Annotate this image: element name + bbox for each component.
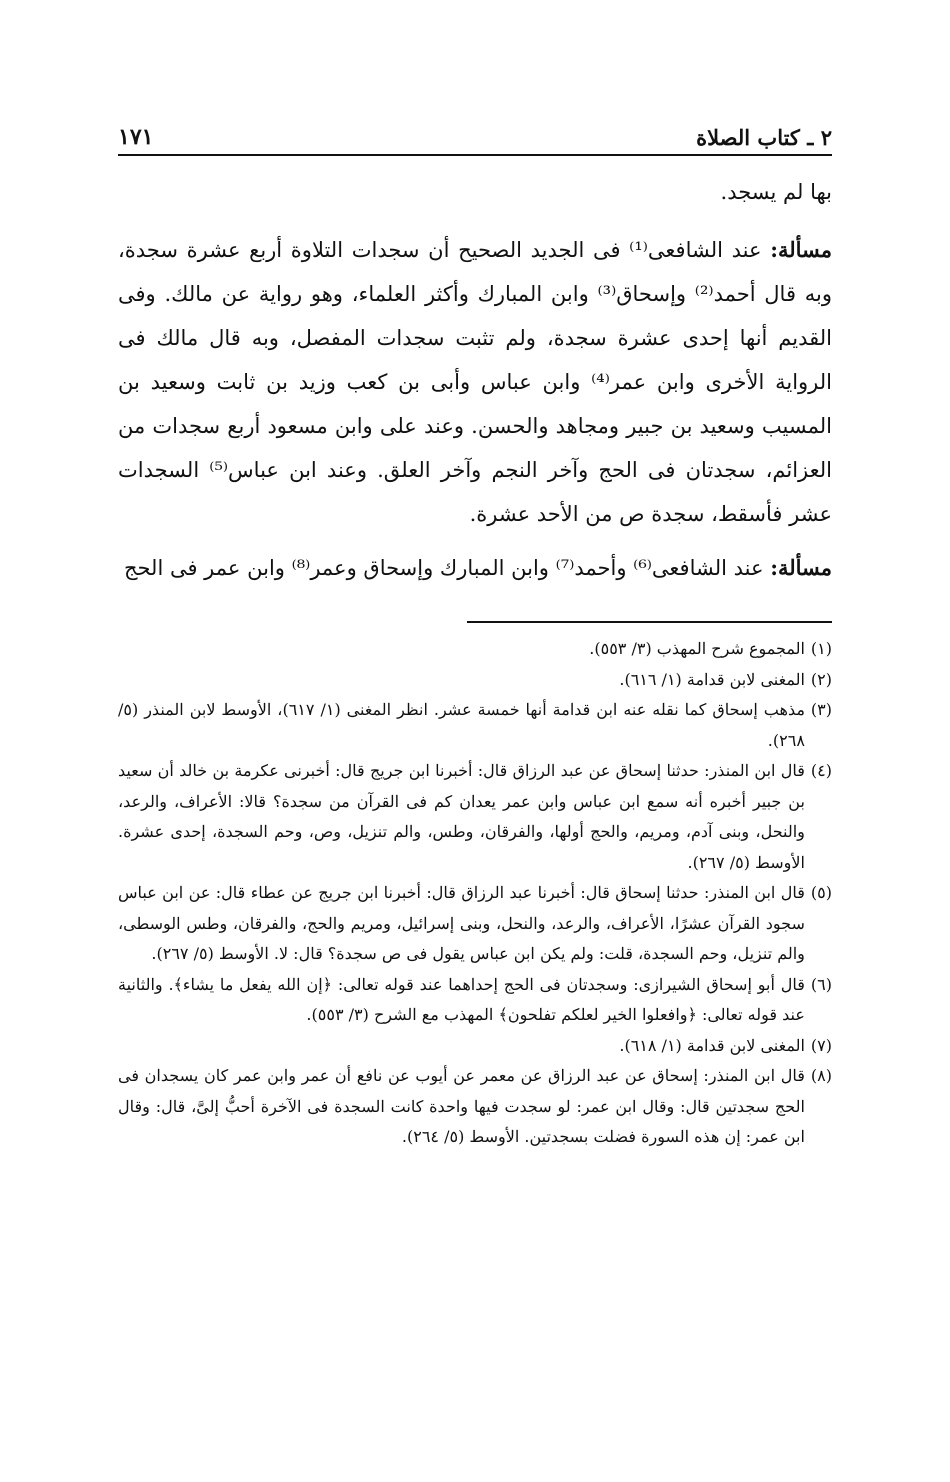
- paragraph-text: عند الشافعى⁽¹⁾ فى الجديد الصحيح أن سجدات التلاوة أربع عشرة سجدة، وبه قال أحمد⁽²⁾ وإسحاق⁽³⁾ وابن المبارك وأكثر العلماء، وهو رواية عن مالك. وفى القديم أنها إحدى عشرة سجدة، ولم تثبت سجدات المفصل، وبه قال مالك فى الرواية الأخرى وابن عمر⁽⁴⁾ وابن عباس وأبى بن كعب وزيد بن ثابت وسعيد بن المسيب وسعيد بن جبير ومجاهد والحسن. وعند على وابن مسعود أربع سجدات من العزائم، سجدتان فى الحج وآخر النجم وآخر العلق. وعند ابن عباس⁽⁵⁾ السجدات عشر فأسقط، سجدة ص من الأحد عشرة.: [118, 238, 833, 526]
- footnote-text: المغنى لابن قدامة (١/ ٦١٨).: [619, 1035, 805, 1055]
- masala-label: مسألة:: [770, 555, 832, 580]
- footnote-text: قال ابن المنذر: حدثنا إسحاق قال: أخبرنا عبد الرزاق قال: أخبرنا ابن جريج عن عطاء قال: عن ابن عباس سجود القرآن عشرًا، الأعراف، والرعد، والنحل، وبنى إسرائيل، ومريم والحج، والفرقان، وطس الوسطى، والم تنزيل، وحم السجدة، قلت: ولم يكن ابن عباس يقول فى ص سجدة؟ قال: لا. الأوسط (٥/ ٢٦٧).: [118, 883, 805, 963]
- footnote: [118, 756, 832, 878]
- paragraph-text: عند الشافعى⁽⁶⁾ وأحمد⁽⁷⁾ وابن المبارك وإسحاق وعمر⁽⁸⁾ وابن عمر فى الحج: [123, 556, 764, 580]
- footnote-number: (١): [810, 639, 832, 658]
- footnote-number: (٣): [810, 700, 832, 719]
- main-text: [118, 170, 832, 590]
- footnote: [118, 665, 832, 696]
- header-rule: [118, 154, 832, 156]
- footnotes: [118, 634, 832, 1153]
- running-title: ٢ ـ كتاب الصلاة: [696, 125, 832, 150]
- page-header: [118, 120, 832, 150]
- footnote-number: (٦): [810, 974, 832, 994]
- footnote: [118, 695, 832, 756]
- footnote-number: (٤): [810, 761, 832, 780]
- footnote-number: (٢): [810, 669, 832, 689]
- footnote-text: مذهب إسحاق كما نقله عنه ابن قدامة أنها خمسة عشر. انظر المغنى (١/ ٦١٧)، الأوسط لابن المنذر (٥/ ٢٦٨).: [118, 700, 805, 750]
- footnote: [118, 634, 832, 665]
- masala-label: مسألة:: [770, 237, 832, 262]
- footnote-text: قال أبو إسحاق الشيرازى: وسجدتان فى الحج إحداهما عند قوله تعالى: ﴿إن الله يفعل ما يشاء﴾. والثانية عند قوله تعالى: ﴿وافعلوا الخير لعلكم تفلحون﴾ المهذب مع الشرح (٣/ ٥٥٣).: [118, 974, 805, 1024]
- paragraph-masala-2: [118, 546, 832, 590]
- footnote: [118, 878, 832, 970]
- footnote-number: (٥): [810, 883, 832, 902]
- footnote-rule: [467, 621, 832, 623]
- footnote-number: (٧): [810, 1035, 832, 1055]
- footnote-number: (٨): [810, 1066, 832, 1085]
- footnote-text: المغنى لابن قدامة (١/ ٦١٦).: [619, 669, 805, 689]
- footnote: [118, 1061, 832, 1153]
- footnote: [118, 1031, 832, 1062]
- footnote: [118, 970, 832, 1031]
- page-number: ١٧١: [118, 124, 154, 150]
- paragraph-continuation: بها لم يسجد.: [720, 180, 832, 204]
- footnote-text: قال ابن المنذر: حدثنا إسحاق عن عبد الرزاق قال: أخبرنا ابن جريج قال: أخبرنى عكرمة بن خالد أن سعيد بن جبير أخبره أنه سمع ابن عباس وابن عمر يعدان كم فى القرآن من سجدة؟ قالا: الأعراف، والرعد، والنحل، وبنى آدم، ومريم، والحج أولها، والفرقان، وطس، والم تنزيل، وص، وحم السجدة، إحدى عشرة. الأوسط (٥/ ٢٦٧).: [118, 761, 805, 872]
- paragraph-masala-1: [118, 228, 832, 536]
- footnote-text: المجموع شرح المهذب (٣/ ٥٥٣).: [589, 639, 805, 658]
- footnote-text: قال ابن المنذر: إسحاق عن عبد الرزاق عن معمر عن أيوب عن نافع أن عمر وابن عمر كان يسجدان فى الحج سجدتين قال: وقال ابن عمر: لو سجدت فيها واحدة كانت السجدة فى الآخرة أحبُّ إلىَّ، قال: وقال ابن عمر: إن هذه السورة فضلت بسجدتين. الأوسط (٥/ ٢٦٤).: [118, 1066, 805, 1146]
